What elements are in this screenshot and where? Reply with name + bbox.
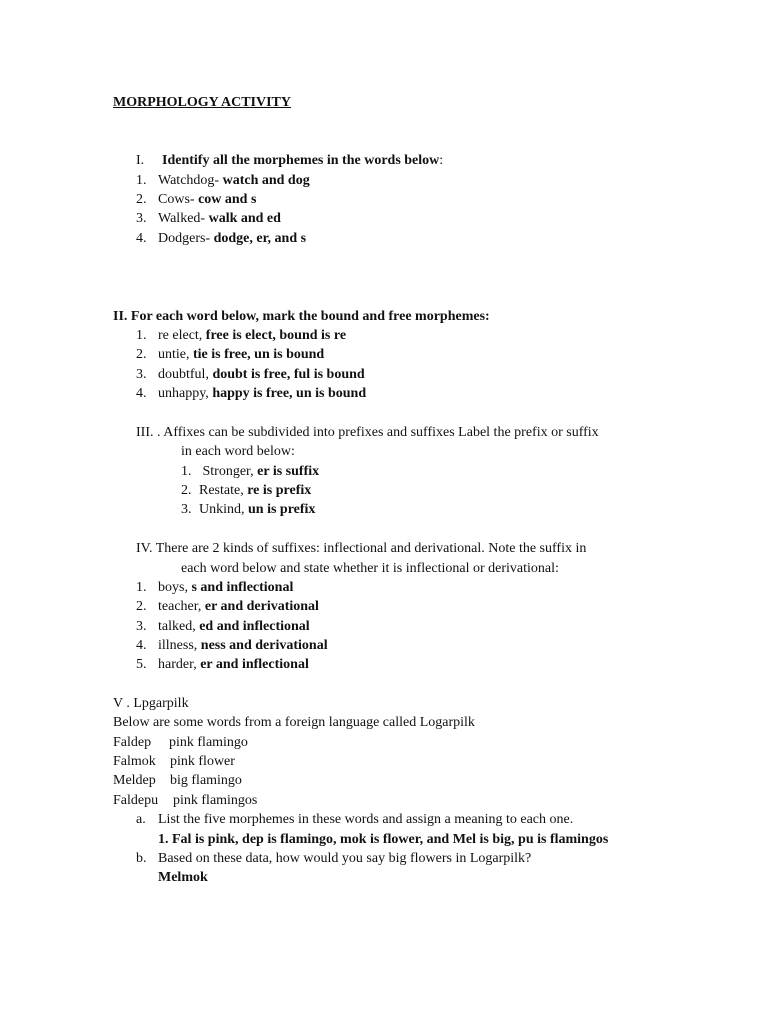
vocab-row [113, 772, 242, 790]
vocab-word: Faldep [113, 735, 152, 750]
vocab-meaning: pink flamingo [169, 735, 248, 750]
item-answer: cow and s [198, 192, 257, 207]
section-1-heading [136, 152, 443, 170]
section-1-item [136, 191, 256, 209]
item-number: 1. [136, 173, 147, 188]
section-4-item [136, 656, 309, 674]
section-1-item [136, 172, 310, 190]
item-answer: happy is free, un is bound [212, 386, 367, 401]
item-answer: ed and inflectional [199, 619, 310, 634]
vocab-row [113, 734, 248, 752]
section-1-heading-colon: : [439, 153, 444, 168]
question-a [136, 811, 573, 829]
section-2-item [136, 346, 324, 364]
section-1-item [136, 210, 281, 228]
answer-a: 1. Fal is pink, dep is flamingo, mok is flower, and Mel is big, pu is flamingos [158, 832, 609, 847]
item-number: 2. [181, 483, 192, 498]
vocab-word: Falmok [113, 754, 156, 769]
section-5-heading: V . Lpgarpilk [113, 696, 189, 711]
vocab-row [113, 753, 235, 771]
item-number: 5. [136, 657, 147, 672]
item-number: 4. [136, 638, 147, 653]
section-2-heading: II. For each word below, mark the bound and free morphemes: [113, 309, 490, 324]
item-word: re elect, [158, 328, 206, 343]
vocab-word: Faldepu [113, 793, 159, 808]
item-answer: watch and dog [222, 173, 310, 188]
section-3-item [181, 501, 315, 519]
item-word: Walked- [158, 211, 209, 226]
section-4-heading: IV. There are 2 kinds of suffixes: inflectional and derivational. Note the suffix in [136, 541, 587, 556]
question-text: Based on these data, how would you say big flowers in Logarpilk? [158, 851, 532, 866]
item-word: Unkind, [199, 502, 248, 517]
section-4-item [136, 598, 319, 616]
item-word: doubtful, [158, 367, 213, 382]
section-1-heading-text: Identify all the morphemes in the words below [162, 153, 440, 168]
section-3-item [181, 463, 319, 481]
vocab-meaning: big flamingo [170, 773, 242, 788]
item-word: Stronger, [199, 464, 258, 479]
item-answer: er and derivational [204, 599, 319, 614]
question-letter: a. [136, 812, 146, 827]
item-word: boys, [158, 580, 192, 595]
item-word: harder, [158, 657, 201, 672]
item-number: 1. [136, 328, 147, 343]
section-1-numeral: I. [136, 153, 145, 168]
question-letter: b. [136, 851, 147, 866]
item-word: Cows- [158, 192, 199, 207]
question-b [136, 850, 531, 868]
item-answer: er is suffix [257, 464, 320, 479]
vocab-meaning: pink flower [170, 754, 235, 769]
section-3-item [181, 482, 311, 500]
item-number: 3. [181, 502, 192, 517]
item-number: 4. [136, 231, 147, 246]
item-number: 1. [181, 464, 192, 479]
item-answer: s and inflectional [191, 580, 294, 595]
section-2-item [136, 366, 365, 384]
item-answer: ness and derivational [200, 638, 328, 653]
item-answer: free is elect, bound is re [205, 328, 347, 343]
section-5-intro: Below are some words from a foreign language called Logarpilk [113, 715, 475, 730]
answer-b: Melmok [158, 870, 208, 885]
section-1-item [136, 230, 306, 248]
item-word: Watchdog- [158, 173, 223, 188]
item-answer: walk and ed [208, 211, 281, 226]
section-2-item [136, 327, 346, 345]
item-number: 3. [136, 619, 147, 634]
section-4-item [136, 618, 310, 636]
item-word: illness, [158, 638, 201, 653]
item-number: 2. [136, 599, 147, 614]
item-answer: er and inflectional [200, 657, 309, 672]
section-3-heading-cont: in each word below: [181, 444, 295, 459]
vocab-word: Meldep [113, 773, 156, 788]
section-2-item [136, 385, 366, 403]
item-number: 4. [136, 386, 147, 401]
item-number: 1. [136, 580, 147, 595]
vocab-meaning: pink flamingos [173, 793, 258, 808]
item-word: unhappy, [158, 386, 213, 401]
item-word: talked, [158, 619, 200, 634]
item-word: Restate, [199, 483, 248, 498]
item-answer: tie is free, un is bound [193, 347, 325, 362]
item-number: 2. [136, 347, 147, 362]
item-word: teacher, [158, 599, 205, 614]
item-answer: re is prefix [247, 483, 312, 498]
vocab-row [113, 792, 257, 810]
page-title: MORPHOLOGY ACTIVITY [113, 95, 291, 110]
item-word: untie, [158, 347, 193, 362]
item-number: 2. [136, 192, 147, 207]
item-answer: un is prefix [248, 502, 316, 517]
item-number: 3. [136, 367, 147, 382]
item-answer: doubt is free, ful is bound [212, 367, 365, 382]
item-number: 3. [136, 211, 147, 226]
item-answer: dodge, er, and s [213, 231, 307, 246]
section-4-item [136, 637, 328, 655]
section-4-item [136, 579, 293, 597]
section-3-heading: III. . Affixes can be subdivided into prefixes and suffixes Label the prefix or suffix [136, 425, 599, 440]
question-text: List the five morphemes in these words and assign a meaning to each one. [158, 812, 574, 827]
section-4-heading-cont: each word below and state whether it is inflectional or derivational: [181, 561, 559, 576]
item-word: Dodgers- [158, 231, 214, 246]
